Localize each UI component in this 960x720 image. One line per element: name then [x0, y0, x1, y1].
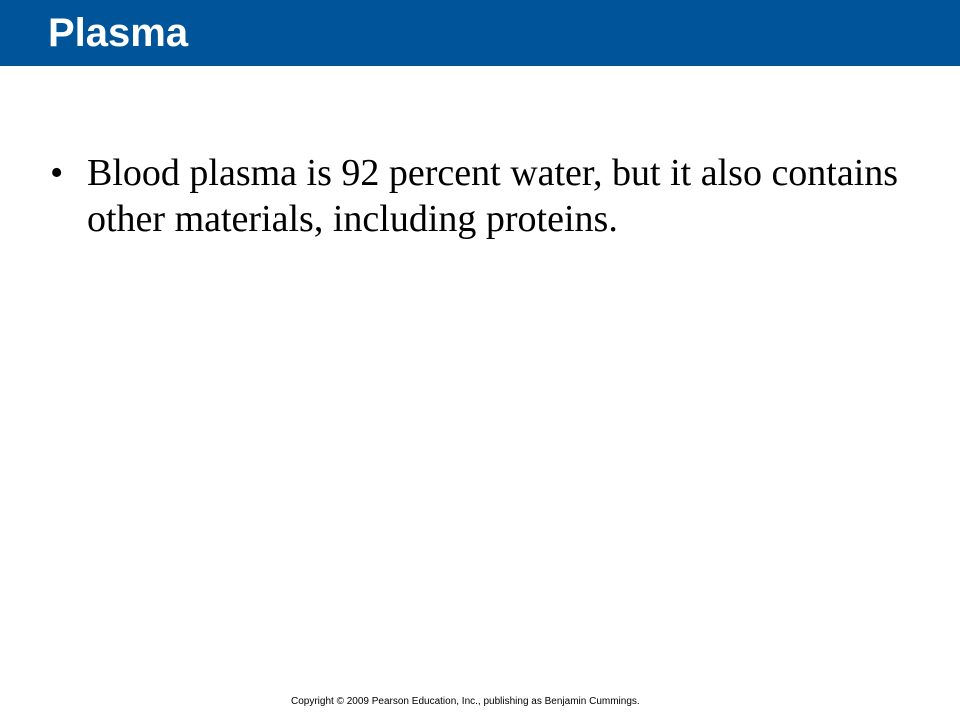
bullet-item — [50, 150, 910, 242]
bullet-list — [50, 150, 910, 242]
slide-content — [50, 150, 910, 242]
bullet-text: Blood plasma is 92 percent water, but it also contains other materials, including proteins. — [87, 152, 899, 240]
title-bar — [0, 0, 960, 66]
bullet-marker: • — [50, 152, 64, 194]
copyright-notice: Copyright © 2009 Pearson Education, Inc., publishing as Benjamin Cummings. — [291, 696, 640, 707]
slide-title: Plasma — [48, 11, 189, 55]
